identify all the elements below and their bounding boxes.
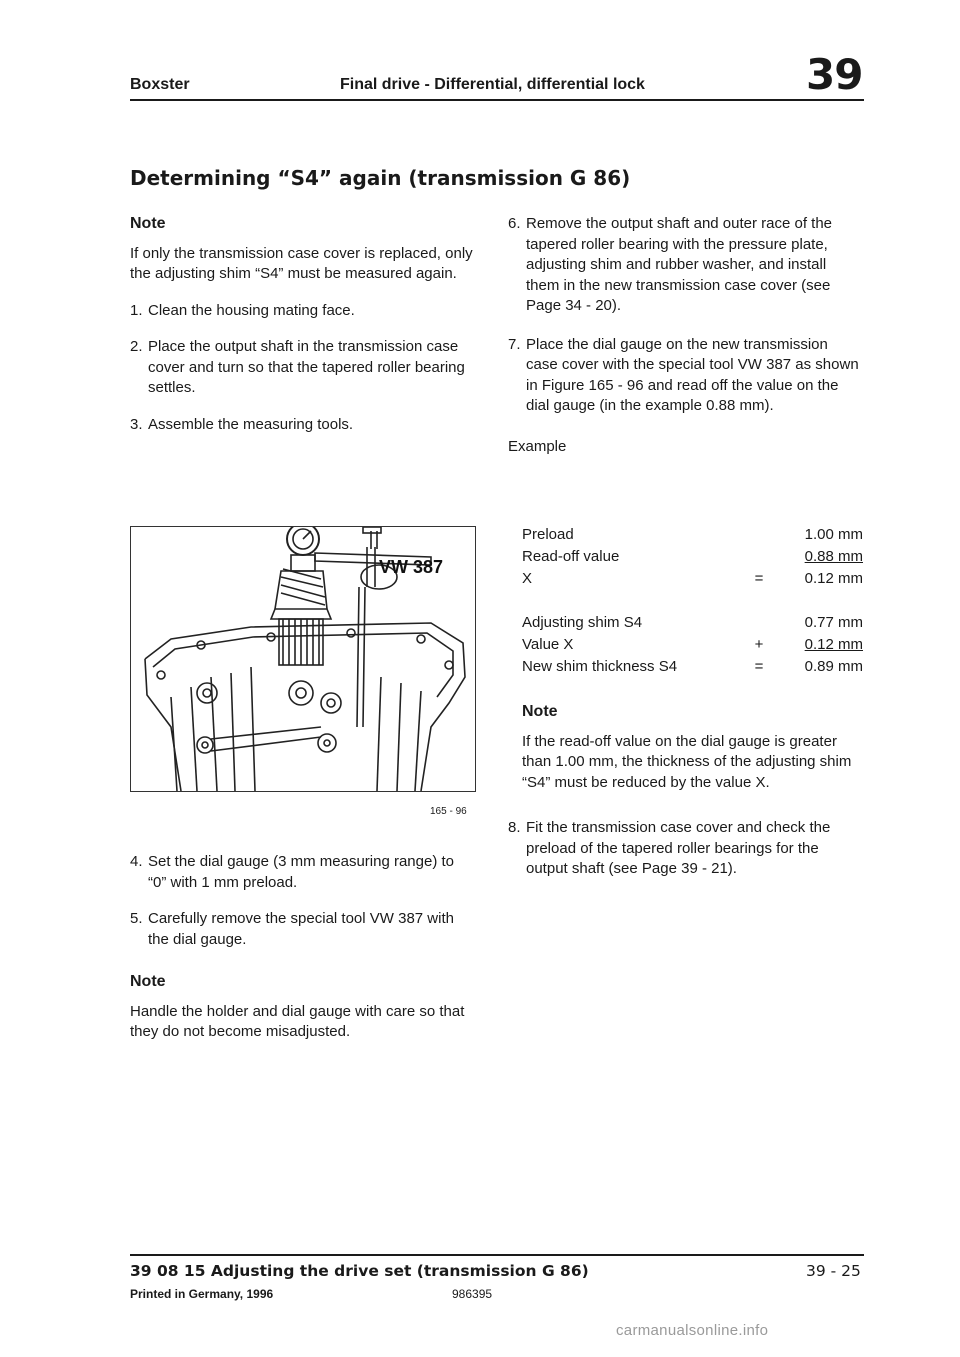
calc-value: 0.77 mm [804, 614, 863, 631]
step-number: 5. [130, 910, 143, 927]
step-number: 8. [508, 819, 521, 836]
calc-value: 0.12 mm [804, 570, 863, 587]
step-item [130, 301, 475, 322]
calc-value: 0.88 mm [804, 548, 863, 565]
calc-row [522, 526, 863, 548]
tool-label: VW 387 [379, 557, 444, 577]
step-number: 1. [130, 301, 143, 319]
example-label: Example [508, 437, 567, 455]
step-item [130, 909, 475, 950]
step-number: 3. [130, 415, 143, 433]
step-text: Clean the housing mating face. [148, 301, 355, 319]
right-column-lower [522, 702, 863, 809]
calc-label: Read-off value [522, 548, 620, 565]
step-number: 7. [508, 335, 521, 353]
footer-doc-number: 986395 [452, 1287, 493, 1301]
calc-row [522, 570, 863, 592]
left-column [130, 214, 475, 451]
note-heading: Note [130, 973, 166, 990]
step-text: Place the dial gauge on the new transmission case cover with the special tool VW 387 as shown in Figure 165 - 96 and read off the value on the dial gauge (in the example 0.88 mm). [526, 335, 859, 414]
step-text: Remove the output shaft and outer race of the tapered roller bearing with the pressure plate, adjusting shim and rubber washer, and install them in the new transmission case cover (see Page 34 - 20). [526, 215, 833, 314]
right-column [508, 214, 863, 457]
page-title: Determining “S4” again (transmission G 86) [130, 166, 631, 190]
step-item [130, 415, 475, 436]
calc-value: 0.12 mm [804, 636, 863, 653]
header-section-title: Final drive - Differential, differential lock [340, 76, 645, 93]
note-heading: Note [522, 703, 558, 720]
calc-label: New shim thickness S4 [522, 658, 678, 675]
left-column-lower [130, 852, 475, 1043]
calc-row [522, 548, 863, 570]
footer-section-title: 39 08 15 Adjusting the drive set (transmission G 86) [130, 1262, 589, 1280]
step-text: Assemble the measuring tools. [148, 415, 354, 433]
step-number: 6. [508, 215, 521, 232]
calc-row [522, 658, 863, 680]
calc-label: X [522, 570, 533, 587]
calc-operator: + [754, 636, 764, 653]
header-group-number: 39 [806, 50, 863, 99]
footer-printed: Printed in Germany, 1996 [130, 1287, 274, 1301]
calculation-table-x [522, 526, 863, 592]
step-item [508, 335, 863, 417]
calc-row [522, 614, 863, 636]
footer-page-number: 39 - 25 [806, 1262, 861, 1280]
note-text: If only the transmission case cover is replaced, only the adjusting shim “S4” must be measured again. [130, 244, 473, 282]
right-column-step8 [508, 818, 863, 896]
step-text: Set the dial gauge (3 mm measuring range) to “0” with 1 mm preload. [148, 853, 454, 891]
step-number: 2. [130, 338, 143, 355]
step-item [508, 818, 863, 880]
step-text: Place the output shaft in the transmission case cover and turn so that the tapered roller bearing settles. [148, 338, 465, 396]
step-text: Carefully remove the special tool VW 387 with the dial gauge. [148, 910, 454, 948]
calc-row [522, 636, 863, 658]
calc-operator: = [754, 570, 764, 587]
footer-rule [130, 1254, 864, 1256]
calc-label: Adjusting shim S4 [522, 614, 643, 631]
step-number: 4. [130, 853, 143, 870]
watermark-text: carmanualsonline.info [616, 1322, 769, 1339]
note-text: Handle the holder and dial gauge with care so that they do not become misadjusted. [130, 1002, 465, 1040]
calc-label: Value X [522, 636, 574, 653]
step-item [130, 852, 475, 893]
transmission-cover-drawing [131, 527, 475, 791]
calc-value: 1.00 mm [804, 526, 863, 543]
calc-label: Preload [522, 526, 574, 543]
note-heading: Note [130, 215, 166, 232]
measuring-tool-illustration [130, 526, 476, 792]
figure-caption: 165 - 96 [430, 806, 467, 817]
header-rule [130, 99, 864, 101]
step-item [508, 214, 863, 317]
header-model: Boxster [130, 76, 190, 93]
calc-operator: = [754, 658, 764, 675]
note-text: If the read-off value on the dial gauge is greater than 1.00 mm, the thickness of the adjusting shim “S4” must be reduced by the value X. [522, 732, 852, 791]
step-item [130, 337, 475, 399]
step-text: Fit the transmission case cover and check the preload of the tapered roller bearings for the output shaft (see Page 39 - 21). [526, 819, 831, 877]
calc-value: 0.89 mm [804, 658, 863, 675]
calculation-table-shim [522, 614, 863, 680]
